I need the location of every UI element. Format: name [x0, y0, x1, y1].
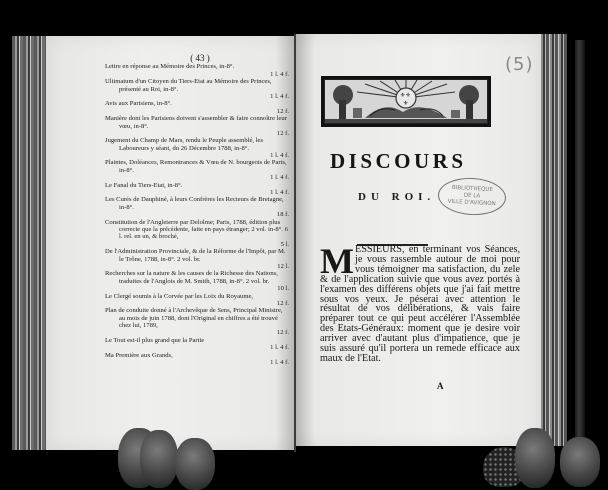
entry-price: 12 l.: [277, 262, 289, 270]
speech-body: [320, 241, 520, 364]
drop-cap: M: [320, 241, 354, 281]
entry-price: 12 f.: [276, 107, 289, 115]
entry-price: 18 f.: [276, 211, 289, 219]
book-list-entry: [105, 159, 289, 181]
book-list: [105, 55, 289, 366]
entry-price: 5 l.: [280, 240, 289, 248]
entry-title: Plan de conduite donné à l'Archevêque de Sens, Principal Ministre, au mois de juin 1788, dont l'Original en chiffres a été trouvé chez lui, 1789,: [105, 307, 283, 330]
first-word: ESSIEURS: [354, 244, 402, 255]
book-list-entry: [105, 248, 289, 270]
book-list-entry: [105, 78, 289, 100]
entry-price: 12 f.: [276, 299, 289, 307]
signature-mark: A: [437, 381, 444, 391]
entry-title: Le Clergé soumis à la Corvée par les Loix du Royaume,: [105, 292, 254, 300]
page-number: ( 43 ): [190, 53, 210, 63]
svg-text:⚜: ⚜: [403, 101, 409, 107]
book-list-entry: [105, 100, 289, 115]
book-list-entries: [105, 63, 289, 366]
entry-title: Ma Première aux Grands,: [105, 351, 173, 359]
entry-title: De l'Administration Provinciale, & de la Réforme de l'Impôt, par M. le Trône, 1788, in-8°. 2 vol. br.: [105, 248, 286, 263]
book-cover-edge: [575, 40, 585, 460]
entry-title: Les Curés de Dauphiné, à leurs Confrères les Recteurs de Bretagne, in-8°.: [105, 196, 284, 211]
entry-title: Manière dont les Parisiens doivent s'assembler & faire connoître leur vœu, in-8°.: [105, 115, 287, 130]
entry-title: Constitution de l'Angleterre par Delolme; Paris, 1788, édition plus correcte que la précédente, faite en pays étranger; 2 vol. in-8°. 6 l. rel. en un, & broché,: [105, 218, 288, 241]
book-list-entry: [105, 307, 289, 337]
book-list-entry: [105, 219, 289, 249]
page-title: DISCOURS: [330, 149, 467, 173]
book-weight-cushion: [140, 430, 178, 488]
book-gutter: [294, 34, 296, 452]
speech-text: , en terminant vos Séances, je vous rassemble autour de moi pour vous témoigner ma satisfaction, du zele & de l'application suivie que vous avez portés à l'examen des différens objets que j'ai fait mettre sous vos yeux. Je péserai avec attention le résultat de vos délibérations, & vais faire préparer tout ce qui peut accélérer l'Assemblée des Etats-Généraux: moment que je desire voir arriver avec d'autant plus d'impatience, que je suis assuré qu'il portera un remede efficace aux maux de l'Etat.: [320, 244, 520, 364]
entry-title: Avis aux Parisiens, in-8°.: [105, 100, 172, 108]
book-list-entry: [105, 352, 289, 367]
stamp-line-1: BIBLIOTHEQUE: [451, 184, 494, 194]
handwritten-annotation: (5): [505, 54, 534, 75]
entry-title: Recherches sur la nature & les causes de la Richesse des Nations, traduites de l'Anglois de M. Smith, 1788, in-8°. 2 vol. br.: [105, 270, 278, 285]
book-weight-cushion: [515, 428, 555, 488]
entry-price: 1 l. 4 f.: [270, 152, 289, 160]
book-weight-cushion: [175, 438, 215, 490]
entry-price: 1 l. 4 f.: [270, 189, 289, 197]
entry-title: Le Fanal du Tiers-Etat, in-8°.: [105, 181, 183, 189]
entry-price: 1 l. 4 f.: [270, 70, 289, 78]
book-list-entry: [105, 270, 289, 292]
entry-title: Le Tout est-il plus grand que la Partie: [105, 336, 205, 344]
entry-title: Jugement du Champ de Mars, rendu le Peuple assemblé, les Laboureurs y séant, du 26 Décembre 1788, in-8°.: [105, 137, 264, 152]
entry-title: Ultimatum d'un Citoyen du Tiers-Etat au Mémoire des Princes, présenté au Roi, in-8°.: [105, 78, 272, 93]
sun-fleur-de-lis-icon: [325, 80, 487, 123]
book-list-entry: [105, 63, 289, 78]
entry-price: 1 l. 4 f.: [270, 359, 289, 367]
book-list-entry: [105, 196, 289, 218]
stamp-line-3: VILLE D'AVIGNON: [447, 198, 496, 208]
svg-text:⚜⚜: ⚜⚜: [400, 93, 411, 99]
entry-price: 12 f.: [276, 129, 289, 137]
book-list-entry: [105, 115, 289, 137]
entry-title: Plaintes, Doléances, Remontrances & Vœu de N. bourgeois de Paris, in-8°.: [105, 159, 287, 174]
entry-price: 12 f.: [276, 329, 289, 337]
entry-price: 10 l.: [277, 285, 289, 293]
entry-price: 1 l. 4 f.: [270, 174, 289, 182]
stamp-line-2: DE LA: [463, 192, 481, 200]
book-list-entry: [105, 337, 289, 352]
left-page-edges: [12, 36, 46, 450]
book-list-entry: [105, 293, 289, 308]
page-subtitle: DU ROI.: [358, 191, 436, 203]
right-page-edges: [541, 34, 567, 446]
entry-price: 1 l. 4 f.: [270, 92, 289, 100]
ornamental-headpiece: [321, 76, 491, 127]
entry-price: 1 l. 4 f.: [270, 344, 289, 352]
book-list-entry: [105, 182, 289, 197]
entry-title: Lettre en réponse au Mémoire des Princes, in-8°.: [105, 63, 235, 71]
book-list-entry: [105, 137, 289, 159]
